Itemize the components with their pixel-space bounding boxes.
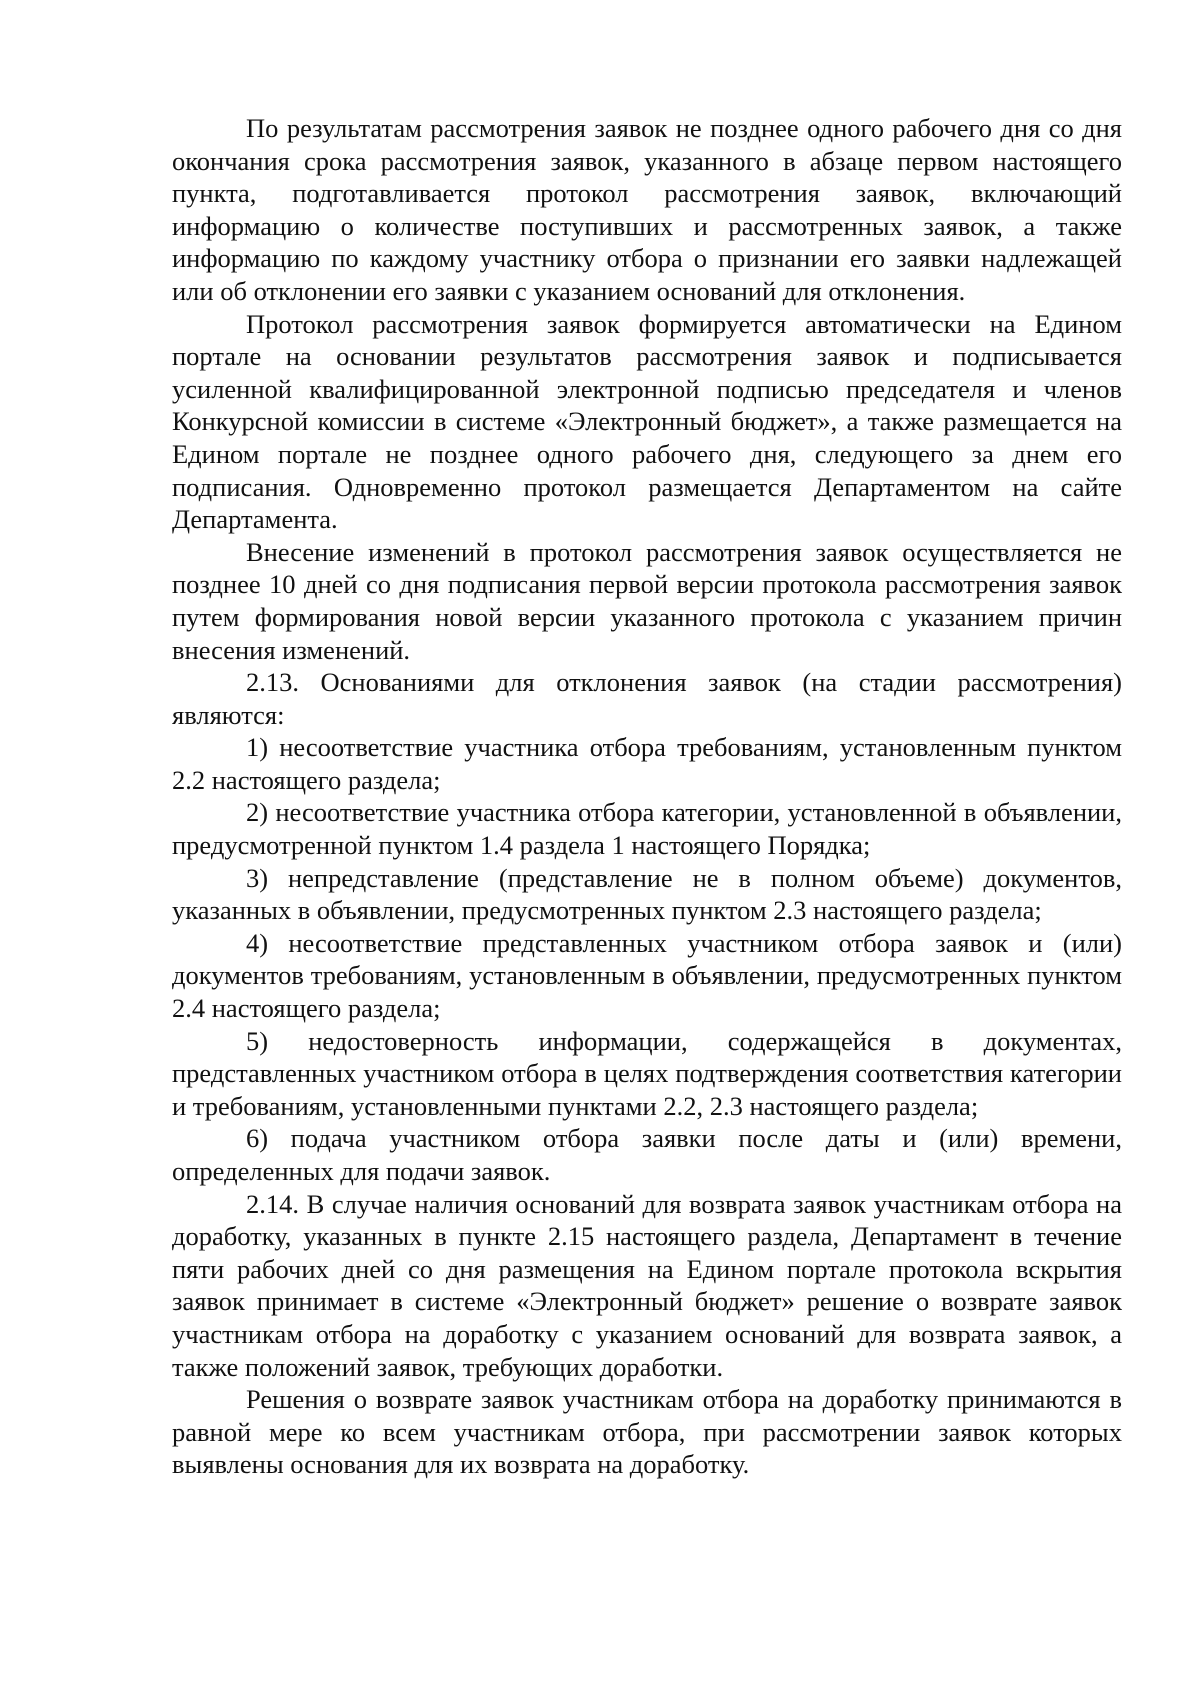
list-item-1: 1) несоответствие участника отбора требованиям, установленным пунктом 2.2 настоящего раздела; <box>172 732 1122 795</box>
paragraph-protocol-formation: Протокол рассмотрения заявок формируется автоматически на Едином портале на основании результатов рассмотрения заявок и подписывается усиленной квалифицированной электронной подписью председателя и членов Конкурсной комиссии в системе «Электронный бюджет», а также размещается на Едином портале не позднее одного рабочего дня, следующего за днем его подписания. Одновременно протокол размещается Департаментом на сайте Департамента. <box>172 308 1122 535</box>
paragraph-return-decisions: Решения о возврате заявок участникам отбора на доработку принимаются в равной мере ко всем участникам отбора, при рассмотрении заявок которых выявлены основания для их возврата на доработку. <box>172 1384 1122 1480</box>
document-page <box>172 112 1122 1652</box>
paragraph-2-13-heading: 2.13. Основаниями для отклонения заявок (на стадии рассмотрения) являются: <box>172 667 1122 730</box>
list-item-3: 3) непредставление (представление не в полном объеме) документов, указанных в объявлении, предусмотренных пунктом 2.3 настоящего раздела; <box>172 862 1122 926</box>
list-item-4: 4) несоответствие представленных участником отбора заявок и (или) документов требованиям, установленным в объявлении, предусмотренных пунктом 2.4 настоящего раздела; <box>172 927 1122 1024</box>
list-item-6: 6) подача участником отбора заявки после даты и (или) времени, определенных для подачи заявок. <box>172 1123 1122 1186</box>
paragraph-2-14: 2.14. В случае наличия оснований для возврата заявок участникам отбора на доработку, указанных в пункте 2.15 настоящего раздела, Департамент в течение пяти рабочих дней со дня размещения на Едином портале протокола вскрытия заявок принимает в системе «Электронный бюджет» решение о возврате заявок участникам отбора на доработку с указанием оснований для возврата заявок, а также положений заявок, требующих доработки. <box>172 1188 1122 1382</box>
list-item-2: 2) несоответствие участника отбора категории, установленной в объявлении, предусмотренной пунктом 1.4 раздела 1 настоящего Порядка; <box>172 797 1122 861</box>
paragraph-protocol-results: По результатам рассмотрения заявок не позднее одного рабочего дня со дня окончания срока рассмотрения заявок, указанного в абзаце первом настоящего пункта, подготавливается протокол рассмотрения заявок, включающий информацию о количестве поступивших и рассмотренных заявок, а также информацию по каждому участнику отбора о признании его заявки надлежащей или об отклонении его заявки с указанием оснований для отклонения. <box>172 113 1122 306</box>
paragraph-protocol-changes: Внесение изменений в протокол рассмотрения заявок осуществляется не позднее 10 дней со дня подписания первой версии протокола рассмотрения заявок путем формирования новой версии указанного протокола с указанием причин внесения изменений. <box>172 536 1122 665</box>
list-item-5: 5) недостоверность информации, содержащейся в документах, представленных участником отбора в целях подтверждения соответствия категории и требованиям, установленными пунктами 2.2, 2.3 настоящего раздела; <box>172 1025 1122 1121</box>
